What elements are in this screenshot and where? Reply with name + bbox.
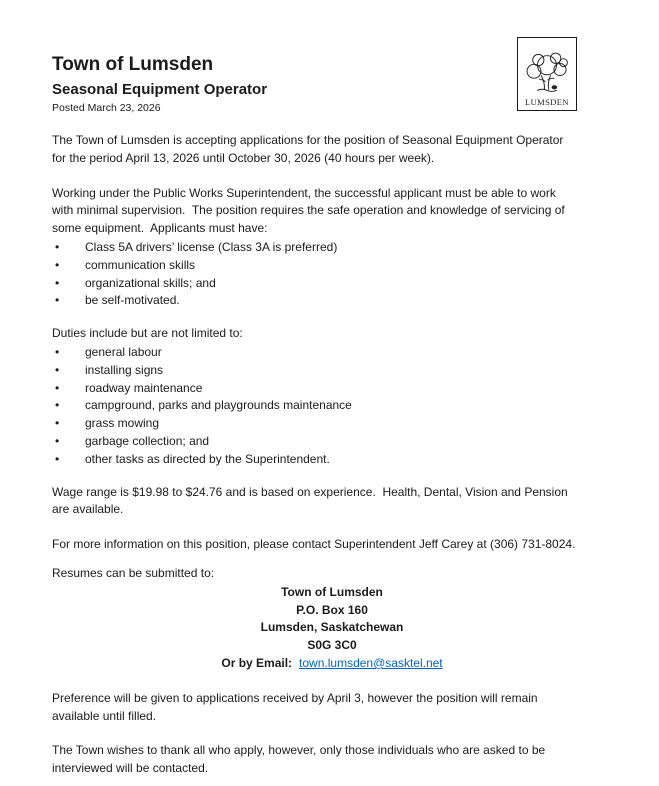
list-item: • installing signs	[52, 362, 612, 380]
text-line: some equipment. Applicants must have:	[52, 221, 268, 236]
list-item: • campground, parks and playgrounds maintenance	[52, 397, 612, 415]
text-line: Working under the Public Works Superintendent, the successful applicant must be able to work	[52, 185, 556, 200]
list-item: • general labour	[52, 344, 612, 362]
text-line: interviewed will be contacted.	[52, 761, 209, 776]
text-line: Wage range is $19.98 to $24.76 and is based on experience. Health, Dental, Vision and Pension	[52, 484, 568, 499]
list-item: • garbage collection; and	[52, 433, 612, 451]
list-item: • communication skills	[52, 257, 612, 275]
address-line: P.O. Box 160	[296, 602, 368, 617]
list-item: • be self-motivated.	[52, 292, 612, 310]
preference-paragraph	[52, 690, 612, 726]
list-item: • roadway maintenance	[52, 380, 612, 398]
town-logo	[517, 37, 577, 111]
contact-paragraph	[52, 536, 612, 554]
email-line	[52, 655, 612, 673]
requirements-list	[52, 239, 612, 310]
list-item: • Class 5A drivers’ license (Class 3A is preferred)	[52, 239, 612, 257]
working-paragraph	[52, 185, 612, 238]
email-label: Or by Email:	[221, 655, 293, 670]
text-line: are available.	[52, 502, 124, 517]
text-line: available until filled.	[52, 708, 157, 723]
tree-icon	[521, 49, 573, 97]
list-item: • grass mowing	[52, 415, 612, 433]
posted-date: Posted March 23, 2026	[52, 102, 161, 114]
document-body	[52, 132, 612, 778]
text-line: For more information on this position, please contact Superintendent Jeff Carey at (306) 731-8024.	[52, 537, 576, 552]
text-line: for the period April 13, 2026 until October 30, 2026 (40 hours per week).	[52, 150, 435, 165]
wage-paragraph	[52, 484, 612, 520]
text-line: with minimal supervision. The position requires the safe operation and knowledge of servicing of	[52, 203, 565, 218]
list-item: • other tasks as directed by the Superintendent.	[52, 451, 612, 469]
logo-caption: LUMSDEN	[525, 97, 569, 107]
text-line: Preference will be given to applications received by April 3, however the position will remain	[52, 690, 538, 705]
text-line: The Town of Lumsden is accepting applications for the position of Seasonal Equipment Operator	[52, 133, 564, 147]
address-line: Lumsden, Saskatchewan	[260, 620, 404, 635]
address-line: S0G 3C0	[307, 638, 357, 653]
text-line: The Town wishes to thank all who apply, however, only those individuals who are asked to be	[52, 743, 546, 758]
page-subtitle: Seasonal Equipment Operator	[52, 81, 268, 98]
mailing-address	[52, 584, 612, 673]
intro-paragraph	[52, 132, 612, 168]
list-item: • organizational skills; and	[52, 275, 612, 293]
closing-paragraph	[52, 742, 612, 778]
page-title: Town of Lumsden	[52, 54, 214, 75]
duties-list	[52, 344, 612, 469]
email-link[interactable]: town.lumsden@sasktel.net	[299, 655, 443, 670]
duties-heading: Duties include but are not limited to:	[52, 326, 243, 341]
resumes-heading: Resumes can be submitted to:	[52, 565, 215, 580]
address-line: Town of Lumsden	[281, 584, 383, 599]
